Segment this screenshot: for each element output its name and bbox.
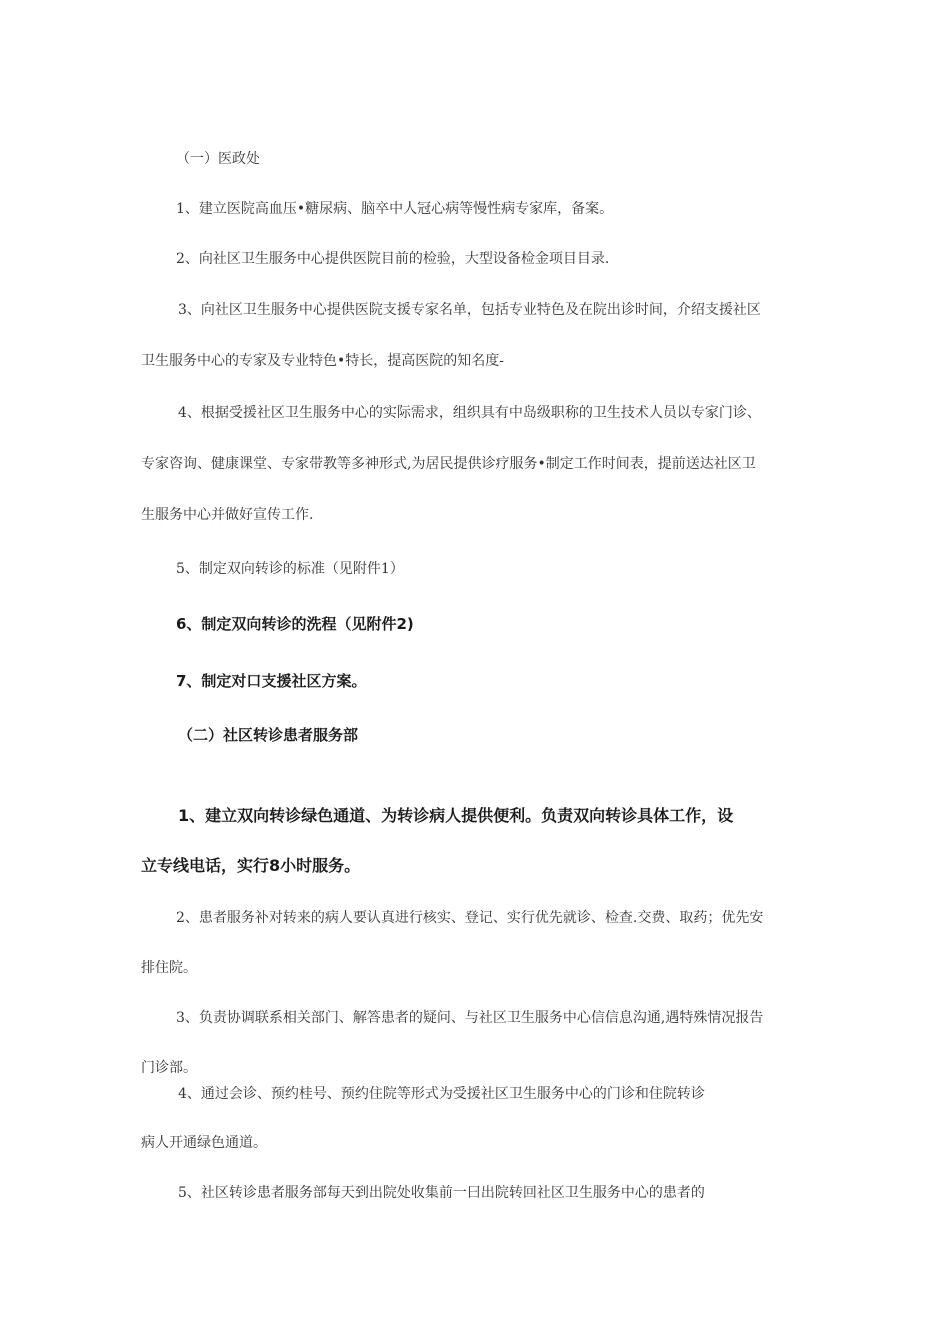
service-item-5-line-1: 5、社区转诊患者服务部每天到出院处收集前一曰出院转回社区卫生服务中心的患者的 (178, 1185, 705, 1201)
paragraph-6: 6、制定双向转诊的洗程（见附件2) (176, 615, 414, 633)
service-item-4-line-1: 4、通过会诊、预约桂号、预约住院等形式为受援社区卫生服务中心的门诊和住院转诊 (178, 1086, 705, 1102)
paragraph-2: 2、向社区卫生服务中心提供医院目前的检验，大型设备检金项目目录. (176, 251, 610, 267)
paragraph-7: 7、制定对口支援社区方案。 (176, 672, 367, 690)
paragraph-3-line-2: 卫生服务中心的专家及专业特色•特长，提高医院的知名度- (141, 353, 504, 369)
service-item-1-line-2: 立专线电话，实行8小时服务。 (141, 856, 361, 875)
service-item-4-line-2: 病人开通绿色通道。 (141, 1135, 267, 1151)
service-item-3-line-2: 门诊部。 (141, 1060, 197, 1076)
paragraph-1: 1、建立医院高血压•糖尿病、脑卒中人冠心病等慢性病专家库，备案。 (176, 201, 614, 217)
section-heading-2: （二）社区转诊患者服务部 (178, 726, 359, 744)
service-item-1-line-1: 1、建立双向转诊绿色通道、为转诊病人提供便利。负责双向转诊具体工作，设 (178, 806, 734, 825)
paragraph-4-line-3: 生服务中心并做好宣传工作. (141, 507, 314, 523)
paragraph-5: 5、制定双向转诊的标准（见附件1） (176, 561, 404, 577)
paragraph-3-line-1: 3、向社区卫生服务中心提供医院支援专家名单，包括专业特色及在院出诊时间，介绍支援社区 (178, 302, 761, 318)
paragraph-4-line-2: 专家咨询、健康课堂、专家带教等多神形式,为居民提供诊疗服务•制定工作时间表，提前送达社区卫 (141, 456, 756, 472)
paragraph-4-line-1: 4、根据受援社区卫生服务中心的实际需求，组织具有中岛级职称的卫生技术人员以专家门诊、 (178, 405, 761, 421)
section-heading-1: （一）医政处 (176, 151, 260, 167)
service-item-2-line-1: 2、患者服务补对转来的病人要认真进行核实、登记、实行优先就诊、检查.交费、取药；优先安 (176, 910, 764, 926)
service-item-3-line-1: 3、负责协调联系相关部门、解答患者的疑问、与社区卫生服务中心信信息沟通,遇特殊情况报告 (176, 1010, 764, 1026)
service-item-2-line-2: 排住院。 (141, 960, 197, 976)
